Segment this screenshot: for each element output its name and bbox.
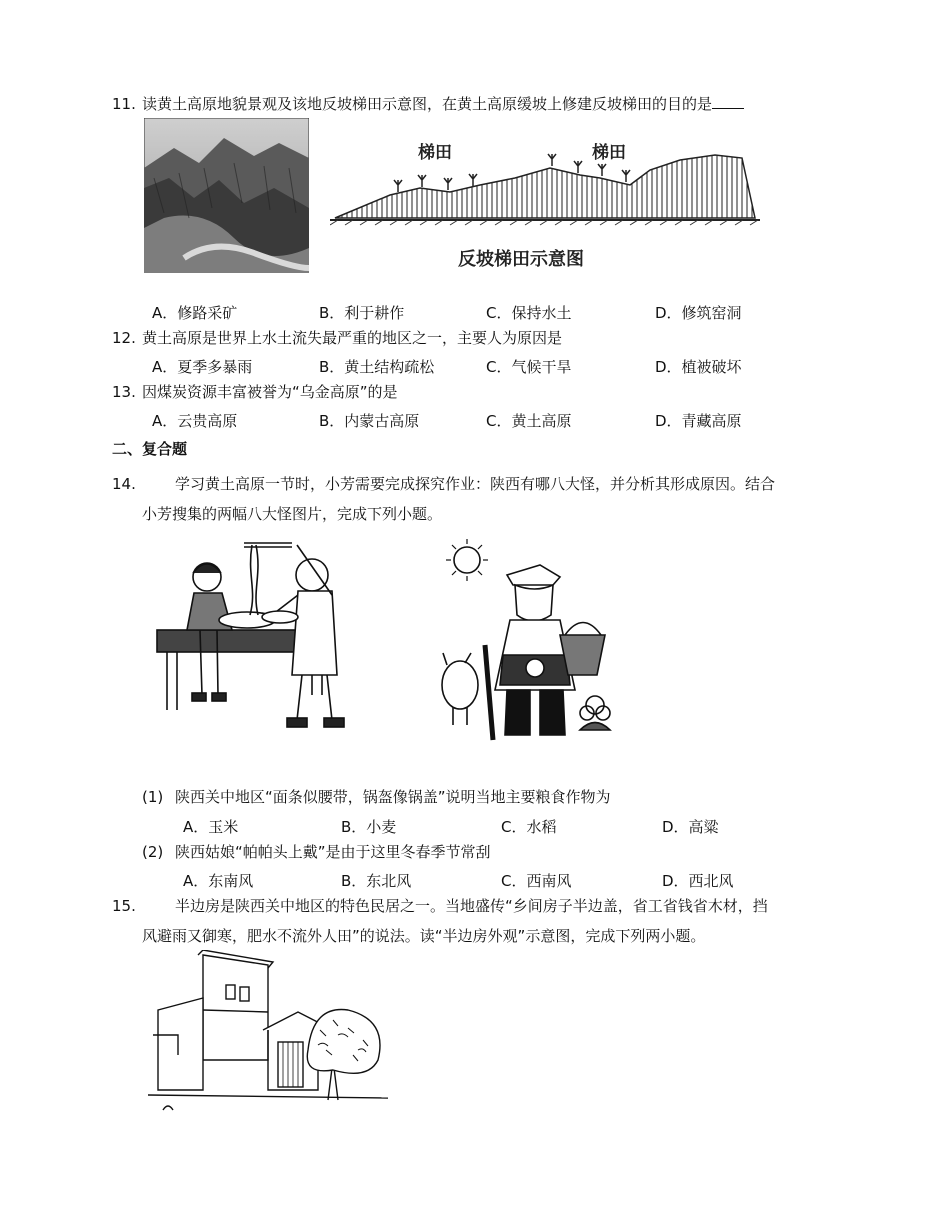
q14-sub1-option-d[interactable]: D．高粱 (662, 818, 719, 836)
q14-number: 14. (112, 475, 136, 493)
q14-sub1-option-c[interactable]: C．水稻 (501, 818, 557, 836)
q11-text: 读黄土高原地貌景观及该地反坡梯田示意图，在黄土高原缓坡上修建反坡梯田的目的是 (142, 95, 713, 113)
noodle-illustration (152, 535, 352, 740)
q13-option-b[interactable]: B．内蒙古高原 (319, 412, 420, 430)
q14-sub1-option-b[interactable]: B．小麦 (341, 818, 397, 836)
q14-sub2-option-a[interactable]: A．东南风 (183, 872, 254, 890)
answer-blank (712, 94, 744, 109)
q14-sub1-text: 陕西关中地区“面条似腰带，锅盔像锅盖”说明当地主要粮食作物为 (175, 788, 611, 806)
section-title: 二、复合题 (112, 440, 188, 458)
q14-text-line1: 学习黄土高原一节时，小芳需要完成探究作业：陕西有哪八大怪，并分析其形成原因。结合 (175, 475, 776, 493)
q14-sub2-text: 陕西姑娘“帕帕头上戴”是由于这里冬春季节常刮 (175, 843, 491, 861)
q14-text-line2: 小芳搜集的两幅八大怪图片，完成下列小题。 (142, 505, 443, 523)
q12-text: 黄土高原是世界上水土流失最严重的地区之一，主要人为原因是 (142, 329, 563, 347)
q14-sub2-option-b[interactable]: B．东北风 (341, 872, 412, 890)
q12-number: 12. (112, 329, 136, 347)
diagram-caption: 反坡梯田示意图 (458, 249, 584, 270)
q13-option-d[interactable]: D．青藏高原 (655, 412, 742, 430)
q15-text-line2: 风避雨又御寒，肥水不流外人田”的说法。读“半边房外观”示意图，完成下列两小题。 (142, 927, 706, 945)
loess-plateau-photo (144, 118, 309, 273)
q11-number: 11. (112, 95, 136, 113)
q13-option-a[interactable]: A．云贵高原 (152, 412, 238, 430)
q13-text: 因煤炭资源丰富被誉为“乌金高原”的是 (142, 383, 398, 401)
q14-sub2-number: (2) (142, 843, 164, 861)
terrace-label-right: 梯田 (592, 143, 626, 163)
q15-number: 15. (112, 897, 136, 915)
q14-sub2-option-d[interactable]: D．西北风 (662, 872, 734, 890)
q14-sub1-number: (1) (142, 788, 164, 806)
q14-sub2-option-c[interactable]: C．西南风 (501, 872, 572, 890)
q11-option-d[interactable]: D．修筑窑洞 (655, 304, 742, 322)
q12-option-d[interactable]: D．植被破坏 (655, 358, 742, 376)
q13-number: 13. (112, 383, 136, 401)
half-house-sketch (148, 950, 393, 1115)
headscarf-girl-illustration (435, 535, 625, 750)
q11-option-a[interactable]: A．修路采矿 (152, 304, 238, 322)
q12-option-b[interactable]: B．黄土结构疏松 (319, 358, 435, 376)
q11-option-b[interactable]: B．利于耕作 (319, 304, 405, 322)
terrace-label-left: 梯田 (418, 143, 452, 163)
q11-option-c[interactable]: C．保持水土 (486, 304, 572, 322)
q12-option-c[interactable]: C．气候干旱 (486, 358, 572, 376)
q13-option-c[interactable]: C．黄土高原 (486, 412, 572, 430)
q11-stem (142, 94, 744, 114)
q15-text-line1: 半边房是陕西关中地区的特色民居之一。当地盛传“乡间房子半边盖，省工省钱省木材，挡 (175, 897, 768, 915)
q14-sub1-option-a[interactable]: A．玉米 (183, 818, 239, 836)
reverse-slope-terrace-diagram (330, 130, 760, 280)
q12-option-a[interactable]: A．夏季多暴雨 (152, 358, 253, 376)
